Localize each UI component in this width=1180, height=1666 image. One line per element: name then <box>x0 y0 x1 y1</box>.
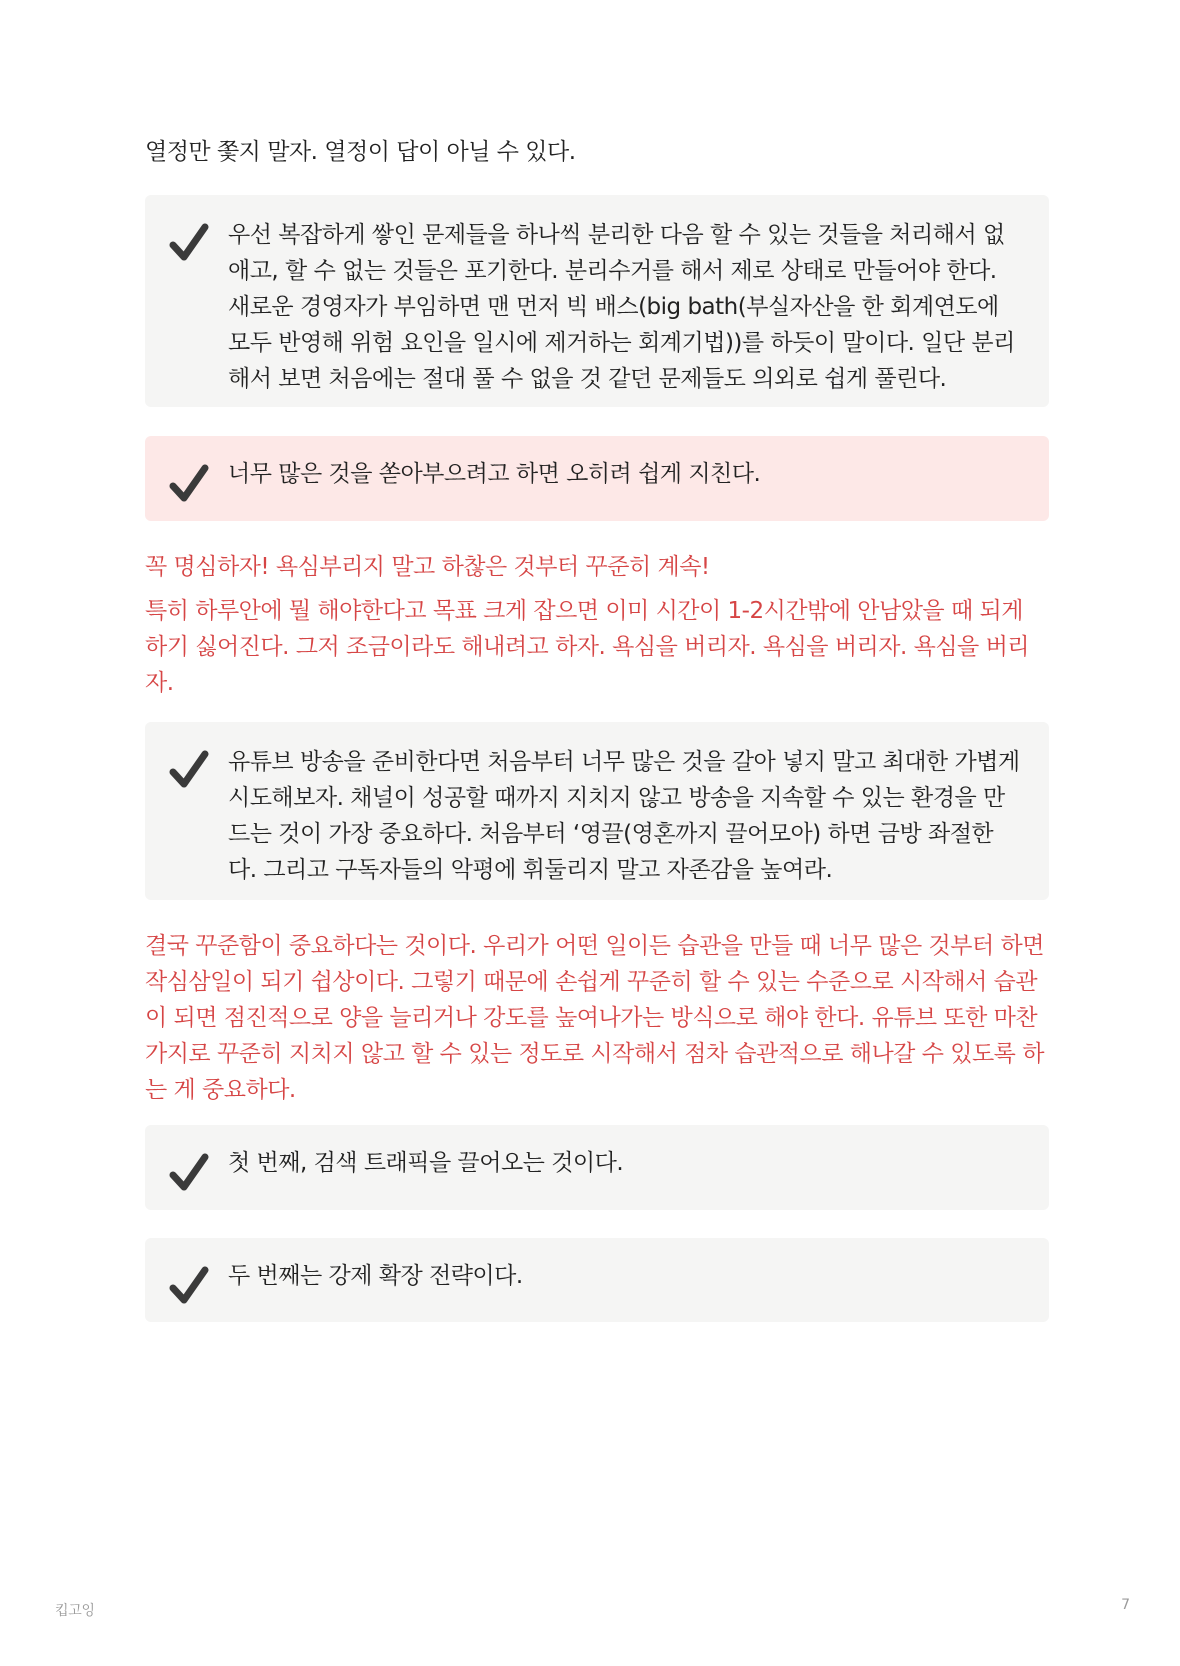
callout-box <box>145 722 1049 900</box>
footer-brand: 킵고잉 <box>55 1603 95 1619</box>
red-paragraph: 꼭 명심하자! 욕심부리지 말고 하찮은 것부터 꾸준히 계속! <box>145 554 710 580</box>
page-number: 7 <box>1121 1597 1130 1613</box>
checkmark-icon <box>169 1266 209 1306</box>
callout-text: 너무 많은 것을 쏟아부으려고 하면 오히려 쉽게 지친다. <box>228 461 761 487</box>
callout-text: 두 번째는 강제 확장 전략이다. <box>228 1263 523 1289</box>
checkmark-icon <box>169 223 209 263</box>
red-paragraph: 결국 꾸준함이 중요하다는 것이다. 우리가 어떤 일이든 습관을 만들 때 너무 많은 것부터 하면 작심삼일이 되기 쉽상이다. 그렇기 때문에 손쉽게 꾸준히 할 수 있는 수준으로 시작해서 습관이 되면 점진적으로 양을 늘리거나 강도를 높여나가는 방식으로 해야 한다. 유튜브 또한 마찬가지로 꾸준히 지치지 않고 할 수 있는 정도로 시작해서 점차 습관적으로 해나갈 수 있도록 하는 게 중요하다. <box>145 933 1044 1103</box>
callout-box <box>145 1238 1049 1322</box>
callout-text: 우선 복잡하게 쌓인 문제들을 하나씩 분리한 다음 할 수 있는 것들을 처리해서 없애고, 할 수 없는 것들은 포기한다. 분리수거를 해서 제로 상태로 만들어야 한다. 새로운 경영자가 부임하면 맨 먼저 빅 배스(big bath(부실자산을 한 회계연도에 모두 반영해 위험 요인을 일시에 제거하는 회계기법))를 하듯이 말이다. 일단 분리해서 보면 처음에는 절대 풀 수 없을 것 같던 문제들도 의외로 쉽게 풀린다. <box>228 222 1015 392</box>
callout-box <box>145 195 1049 407</box>
callout-text: 첫 번째, 검색 트래픽을 끌어오는 것이다. <box>228 1150 624 1176</box>
callout-text: 유튜브 방송을 준비한다면 처음부터 너무 많은 것을 갈아 넣지 말고 최대한 가볍게 시도해보자. 채널이 성공할 때까지 지치지 않고 방송을 지속할 수 있는 환경을 만드는 것이 가장 중요하다. 처음부터 ‘영끌(영혼까지 끌어모아) 하면 금방 좌절한다. 그리고 구독자들의 악평에 휘둘리지 말고 자존감을 높여라. <box>228 749 1020 883</box>
checkmark-icon <box>169 1153 209 1193</box>
red-paragraph: 특히 하루안에 뭘 해야한다고 목표 크게 잡으면 이미 시간이 1-2시간밖에 안남았을 때 되게 하기 싫어진다. 그저 조금이라도 해내려고 하자. 욕심을 버리자. 욕심을 버리자. 욕심을 버리자. <box>145 598 1030 696</box>
callout-box <box>145 1125 1049 1210</box>
checkmark-icon <box>169 464 209 504</box>
checkmark-icon <box>169 750 209 790</box>
callout-box-highlight <box>145 436 1049 521</box>
intro-paragraph: 열정만 쫓지 말자. 열정이 답이 아닐 수 있다. <box>145 139 576 165</box>
